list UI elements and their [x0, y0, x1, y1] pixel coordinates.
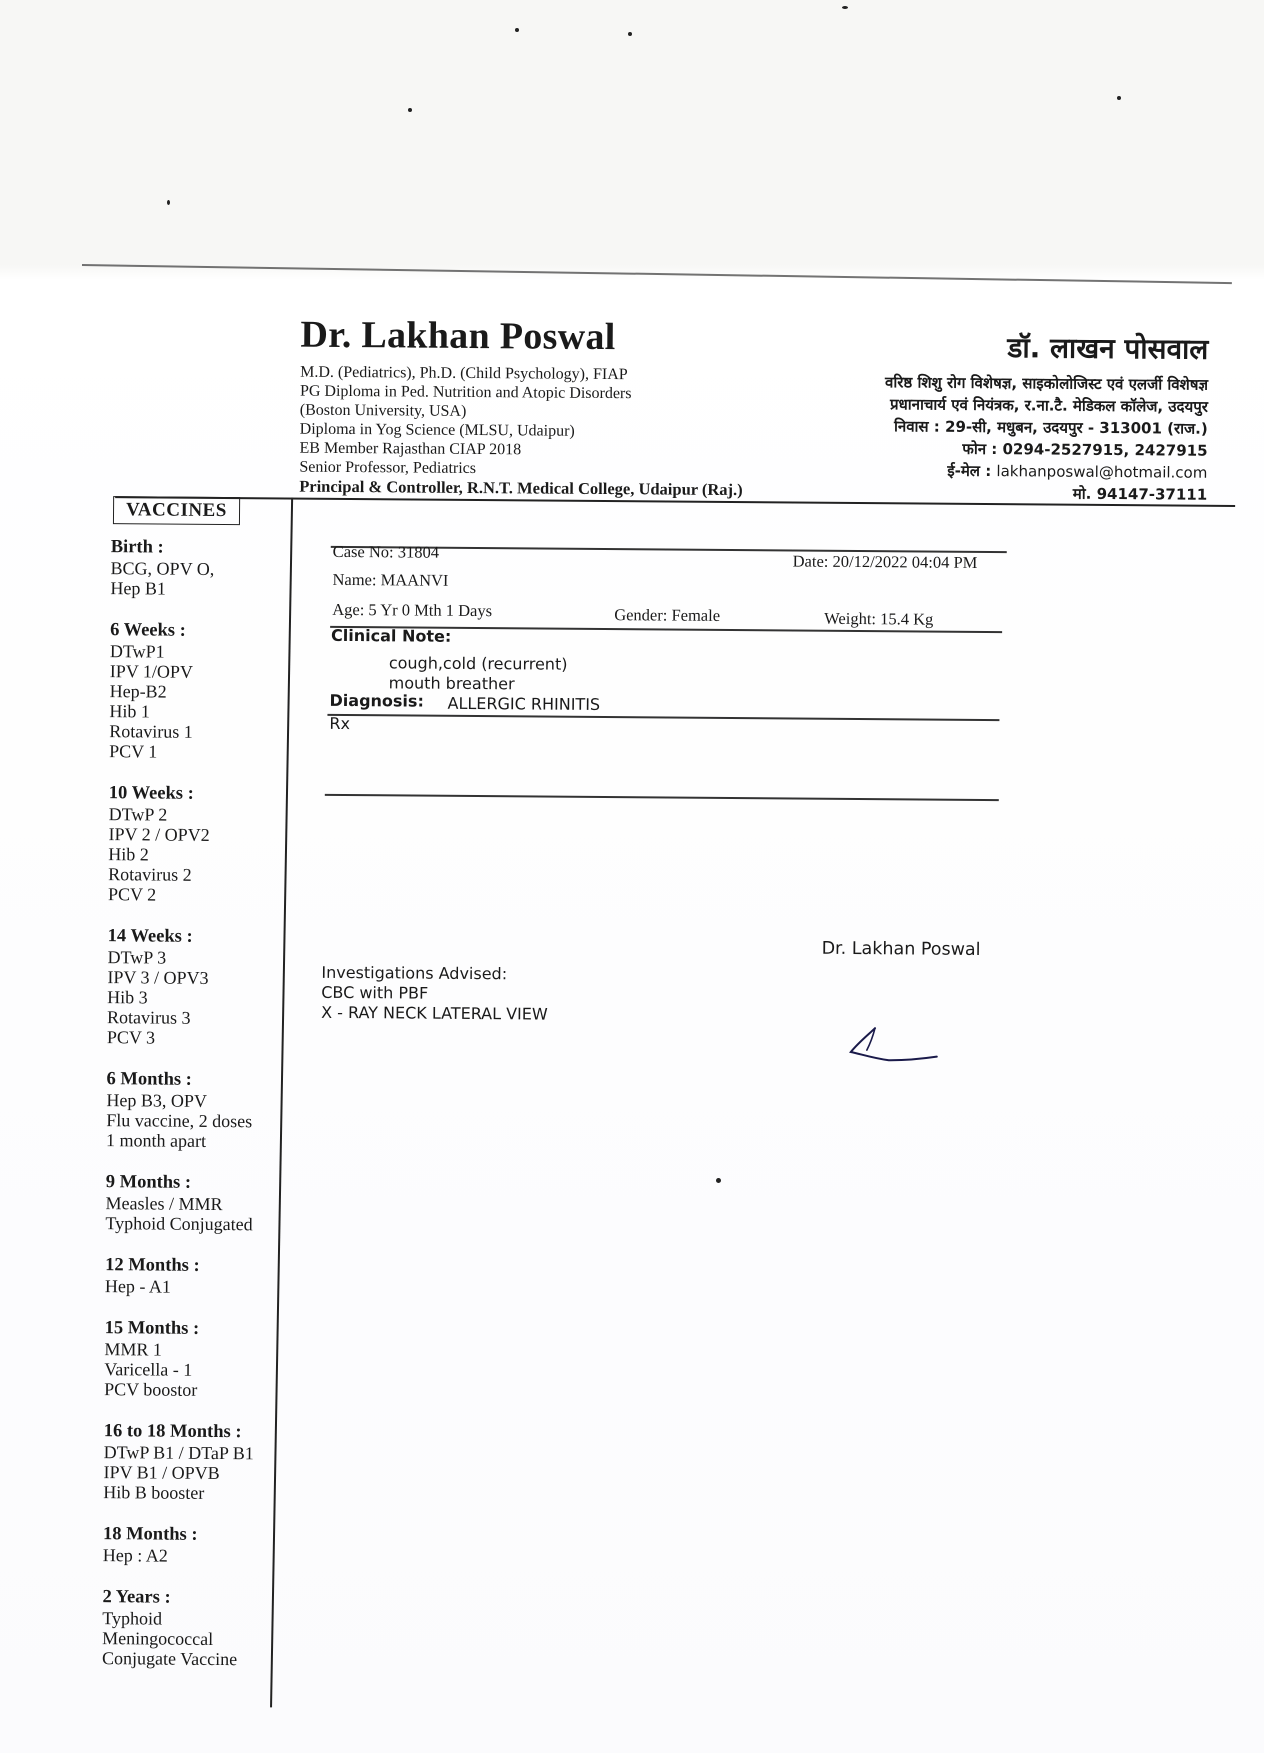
hindi-phone: फोन : 0294-2527915, 2427915	[962, 439, 1208, 460]
clinical-note-line: cough,cold (recurrent)	[388, 653, 568, 674]
diagnosis-value: ALLERGIC RHINITIS	[447, 693, 601, 714]
vaccine-item: Flu vaccine, 2 doses	[106, 1110, 253, 1132]
investigation-item: X - RAY NECK LATERAL VIEW	[321, 1002, 548, 1024]
vaccine-item: Hib 3	[107, 987, 148, 1008]
vaccine-age-heading: 15 Months :	[104, 1318, 200, 1339]
vaccine-group	[110, 536, 285, 599]
doctor-name: Dr. Lakhan Poswal	[300, 313, 616, 359]
qualification-line: Senior Professor, Pediatrics	[299, 458, 477, 478]
vaccine-item: Hep B1	[110, 578, 167, 599]
vaccine-item: Conjugate Vaccine	[101, 1648, 238, 1670]
vaccine-schedule	[102, 536, 286, 1690]
vaccine-item: Hib B booster	[103, 1482, 205, 1503]
diagnosis-label: Diagnosis:	[329, 690, 424, 711]
vaccine-item: Hep : A2	[102, 1545, 168, 1566]
email-label: ई-मेल :	[947, 461, 992, 481]
investigations-label: Investigations Advised:	[321, 962, 508, 984]
vaccine-age-heading: 6 Months :	[106, 1069, 192, 1090]
vaccine-item: Rotavirus 2	[108, 864, 192, 885]
qualification-line: M.D. (Pediatrics), Ph.D. (Child Psychology), FIAP	[300, 363, 628, 384]
clinical-note-label: Clinical Note:	[330, 625, 452, 646]
vaccine-item: Varicella - 1	[104, 1359, 193, 1380]
qualification-line: Diploma in Yog Science (MLSU, Udaipur)	[299, 420, 575, 440]
qualification-line: (Boston University, USA)	[299, 401, 467, 420]
rule-line	[327, 714, 999, 721]
visit-date: Date: 20/12/2022 04:04 PM	[792, 551, 978, 572]
vaccine-group	[103, 1420, 279, 1503]
mobile-number: मो. 94147-37111	[1072, 484, 1208, 504]
vaccine-age-heading: 6 Weeks :	[110, 620, 186, 641]
hindi-doctor-name: डॉ. लाखन पोसवाल	[1007, 331, 1209, 366]
clinical-note-line: mouth breather	[388, 673, 515, 694]
vaccine-item: Hib 1	[109, 701, 151, 722]
vaccine-group	[106, 1068, 282, 1151]
vaccine-item: Rotavirus 1	[109, 721, 193, 742]
vaccine-group	[102, 1586, 278, 1669]
vaccine-age-heading: Birth :	[110, 537, 164, 558]
qualification-line: PG Diploma in Ped. Nutrition and Atopic Disorders	[299, 382, 632, 403]
vaccine-item: IPV 1/OPV	[109, 661, 194, 682]
vaccine-age-heading: 18 Months :	[102, 1524, 198, 1545]
email-address: lakhanposwal@hotmail.com	[996, 462, 1208, 482]
rx-symbol: Rx	[329, 713, 351, 734]
vaccine-item: PCV 1	[109, 741, 158, 762]
vaccine-item: DTwP1	[109, 641, 165, 662]
vaccine-item: IPV B1 / OPVB	[103, 1462, 220, 1484]
vaccine-age-heading: 2 Years :	[102, 1587, 171, 1608]
vaccine-age-heading: 12 Months :	[105, 1255, 200, 1276]
vaccine-item: Rotavirus 3	[106, 1007, 191, 1028]
vaccine-item: Typhoid	[102, 1608, 163, 1629]
vaccine-age-heading: 14 Weeks :	[107, 926, 193, 947]
vaccine-item: PCV boostor	[104, 1379, 198, 1400]
vaccine-group	[108, 782, 284, 905]
vaccine-item: DTwP B1 / DTaP B1	[103, 1442, 254, 1464]
patient-name: Name: MAANVI	[332, 569, 449, 590]
investigation-item: CBC with PBF	[321, 982, 429, 1003]
vaccine-group	[105, 1254, 280, 1297]
patient-age: Age: 5 Yr 0 Mth 1 Days	[332, 599, 493, 621]
vaccine-item: IPV 3 / OPV3	[107, 967, 209, 988]
vaccine-group	[109, 619, 285, 762]
hindi-line: प्रधानाचार्य एवं नियंत्रक, र.ना.टै. मेडिकल कॉलेज, उदयपुर	[889, 395, 1208, 416]
vaccine-item: DTwP 2	[108, 804, 168, 825]
vaccine-group	[103, 1523, 278, 1566]
case-number: Case No: 31804	[332, 541, 440, 562]
header-hindi	[687, 326, 1208, 506]
vaccine-age-heading: 9 Months :	[105, 1172, 192, 1193]
vaccine-group	[104, 1317, 280, 1400]
vaccine-item: DTwP 3	[107, 947, 167, 968]
hindi-line: वरिष्ठ शिशु रोग विशेषज्ञ, साइकोलोजिस्ट एवं एलर्जी विशेषज्ञ	[885, 373, 1209, 394]
vaccine-item: PCV 2	[107, 884, 157, 905]
vaccine-item: 1 month apart	[106, 1130, 207, 1151]
vaccine-item: BCG, OPV O,	[110, 558, 215, 579]
vaccine-item: Hep-B2	[109, 681, 167, 702]
signature-mark	[839, 1020, 949, 1071]
vaccine-item: Measles / MMR	[105, 1193, 223, 1215]
vaccine-item: PCV 3	[106, 1027, 156, 1048]
vaccine-item: Meningococcal	[102, 1628, 214, 1649]
vaccine-item: Hep - A1	[104, 1276, 172, 1297]
vaccines-title: VACCINES	[113, 496, 240, 525]
vaccine-item: Hep B3, OPV	[106, 1090, 208, 1111]
vaccine-age-heading: 10 Weeks :	[108, 783, 194, 804]
patient-weight: Weight: 15.4 Kg	[824, 608, 934, 629]
vaccine-group	[107, 925, 283, 1048]
vaccine-item: Hib 2	[108, 844, 149, 865]
vaccine-item: Typhoid Conjugated	[105, 1213, 253, 1235]
vaccine-item: IPV 2 / OPV2	[108, 824, 210, 845]
patient-gender: Gender: Female	[614, 605, 721, 625]
vaccine-group	[105, 1171, 280, 1234]
vaccine-age-heading: 16 to 18 Months :	[103, 1421, 242, 1443]
signing-doctor-name: Dr. Lakhan Poswal	[821, 938, 981, 960]
qualification-line: EB Member Rajasthan CIAP 2018	[299, 439, 522, 459]
rule-line	[325, 794, 999, 801]
hindi-address: निवास : 29-सी, मधुबन, उदयपुर - 313001 (राज.)	[893, 417, 1208, 438]
vaccine-item: MMR 1	[104, 1339, 163, 1360]
doctor-position: Principal & Controller, R.N.T. Medical College, Udaipur (Raj.)	[299, 476, 743, 500]
